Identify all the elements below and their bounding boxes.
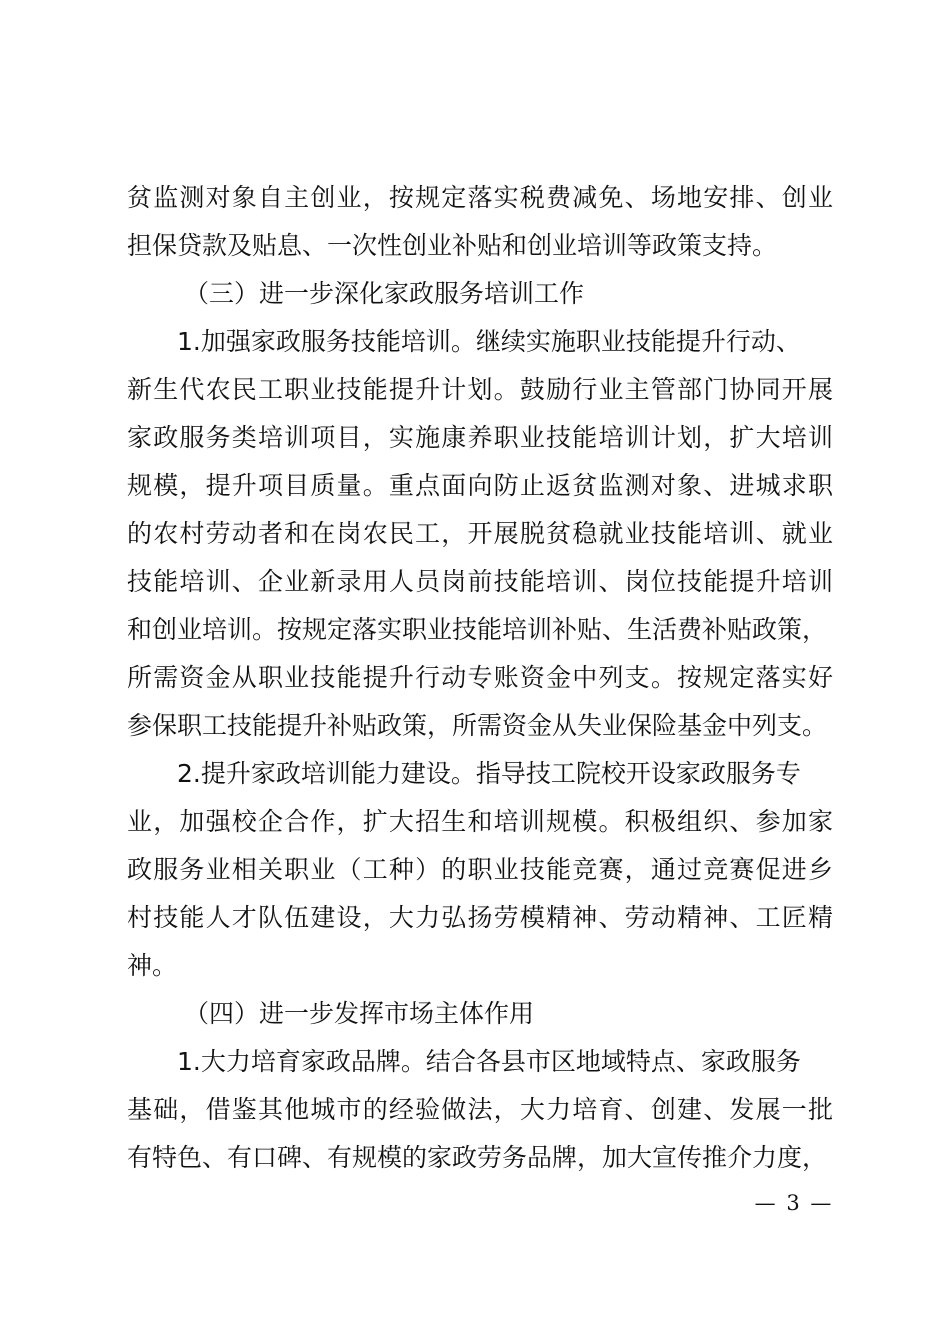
body-text-line: 技能培训、企业新录用人员岗前技能培训、岗位技能提升培训 [127,567,833,596]
paragraph-first-line: 1.加强家政服务技能培训。继续实施职业技能提升行动、 [177,327,801,356]
body-text-line: 业，加强校企合作，扩大招生和培训规模。积极组织、参加家 [127,807,833,836]
page-number: — 3 — [754,1191,834,1215]
body-text-line: 贫监测对象自主创业，按规定落实税费减免、场地安排、创业 [127,183,833,212]
body-text-line: 政服务业相关职业（工种）的职业技能竞赛，通过竞赛促进乡 [127,855,833,884]
paragraph-first-line: 2.提升家政培训能力建设。指导技工院校开设家政服务专 [177,759,801,788]
body-text-line: 神。 [127,951,178,980]
body-text-line: 有特色、有口碑、有规模的家政劳务品牌，加大宣传推介力度， [127,1143,828,1172]
document-body [127,174,833,1182]
section-heading: （三）进一步深化家政服务培训工作 [184,279,585,308]
body-text-line: 参保职工技能提升补贴政策，所需资金从失业保险基金中列支。 [127,711,828,740]
body-text-line: 村技能人才队伍建设，大力弘扬劳模精神、劳动精神、工匠精 [127,903,833,932]
body-text-line: 所需资金从职业技能提升行动专账资金中列支。按规定落实好 [127,663,833,692]
body-text-line: 规模，提升项目质量。重点面向防止返贫监测对象、进城求职 [127,471,833,500]
body-text-line: 和创业培训。按规定落实职业技能培训补贴、生活费补贴政策， [127,615,828,644]
body-text-line: 新生代农民工职业技能提升计划。鼓励行业主管部门协同开展 [127,375,833,404]
body-text-line: 担保贷款及贴息、一次性创业补贴和创业培训等政策支持。 [127,231,778,260]
body-text-line: 家政服务类培训项目，实施康养职业技能培训计划，扩大培训 [127,423,833,452]
body-text-line: 基础，借鉴其他城市的经验做法，大力培育、创建、发展一批 [127,1095,833,1124]
section-heading: （四）进一步发挥市场主体作用 [184,999,535,1028]
body-text-line: 的农村劳动者和在岗农民工，开展脱贫稳就业技能培训、就业 [127,519,833,548]
paragraph-first-line: 1.大力培育家政品牌。结合各县市区地域特点、家政服务 [177,1047,801,1076]
